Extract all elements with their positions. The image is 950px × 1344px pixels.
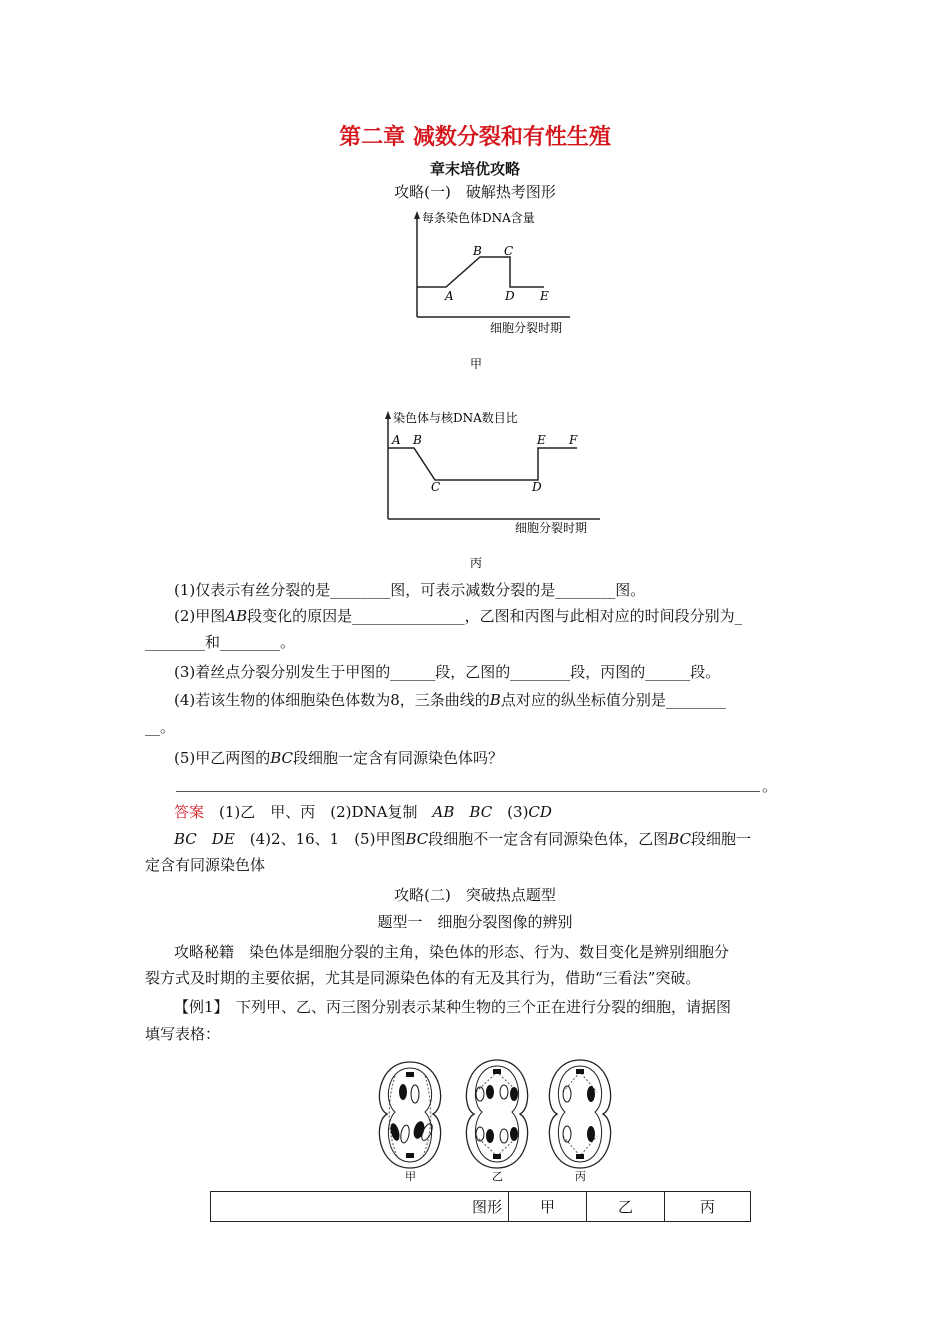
graph-bing-point-b: B bbox=[413, 433, 422, 447]
question-5: (5)甲乙两图的BC段细胞一定含有同源染色体吗？ bbox=[174, 749, 504, 767]
cell-bing bbox=[549, 1060, 610, 1168]
cell-figures bbox=[365, 1052, 625, 1182]
graph-jia-point-d: D bbox=[505, 289, 515, 303]
section-subtitle: 章末培优攻略 bbox=[429, 160, 520, 178]
question-4-line2: __。 bbox=[145, 718, 176, 736]
cell-yi bbox=[466, 1060, 527, 1168]
answer-line bbox=[176, 791, 760, 792]
table-header-jia: 甲 bbox=[509, 1192, 587, 1222]
strategy-one-heading: 攻略(一) 破解热考图形 bbox=[394, 183, 556, 201]
graph-bing-xlabel: 细胞分裂时期 bbox=[515, 521, 588, 535]
graph-bing-point-d: D bbox=[532, 480, 542, 494]
graph-bing-curve bbox=[388, 448, 577, 480]
cell-jia bbox=[379, 1062, 440, 1168]
question-1: (1)仅表示有丝分裂的是________图，可表示减数分裂的是________图。 bbox=[174, 581, 646, 599]
question-4-line1: (4)若该生物的体细胞染色体数为8，三条曲线的B点对应的纵坐标值分别是________ bbox=[174, 691, 726, 709]
graph-bing-ylabel: 染色体与核DNA数目比 bbox=[393, 411, 518, 425]
question-2-line1: (2)甲图AB段变化的原因是_______________，乙图和丙图与此相对应的时间段分别为_ bbox=[174, 607, 743, 625]
cell-label-yi: 乙 bbox=[492, 1170, 503, 1182]
answer-label: 答案 bbox=[174, 803, 205, 821]
table-header-figure: 图形 bbox=[211, 1192, 509, 1222]
answer-line-1: 答案 (1)乙 甲、丙 (2)DNA复制 AB BC (3)CD bbox=[174, 803, 552, 821]
tips-line-1: 攻略秘籍 染色体是细胞分裂的主角，染色体的形态、行为、数目变化是辨别细胞分 bbox=[174, 943, 730, 961]
chapter-title: 第二章 减数分裂和有性生殖 bbox=[339, 124, 611, 150]
table-header-bing: 丙 bbox=[665, 1192, 751, 1222]
cell-label-jia: 甲 bbox=[405, 1170, 416, 1182]
type-one-heading: 题型一 细胞分裂图像的辨别 bbox=[377, 913, 573, 931]
graph-jia-ylabel: 每条染色体DNA含量 bbox=[422, 211, 535, 225]
answer-line-period: 。 bbox=[762, 777, 778, 795]
graph-bing-point-c: C bbox=[431, 480, 441, 494]
question-3: (3)着丝点分裂分别发生于甲图的______段，乙图的________段，丙图的______段。 bbox=[174, 663, 721, 681]
question-2-line2: ________和________。 bbox=[145, 633, 296, 651]
graph-jia-point-e: E bbox=[540, 289, 549, 303]
graph-jia-point-a: A bbox=[445, 289, 454, 303]
graph-bing-point-f: F bbox=[569, 433, 578, 447]
example-1-line-2: 填写表格： bbox=[145, 1025, 221, 1043]
graph-jia-curve bbox=[417, 257, 544, 287]
graph-jia bbox=[400, 205, 590, 370]
answer-table bbox=[210, 1191, 751, 1222]
answer-line-2: BC DE (4)2、16、1 (5)甲图BC段细胞不一定含有同源染色体，乙图BC段细胞一 bbox=[174, 830, 752, 848]
graph-jia-caption: 甲 bbox=[470, 357, 483, 370]
answer-line-3: 定含有同源染色体 bbox=[145, 856, 266, 874]
graph-jia-y-arrow bbox=[414, 211, 420, 219]
graph-bing-point-a: A bbox=[392, 433, 401, 447]
cell-label-bing: 丙 bbox=[575, 1170, 586, 1182]
graph-bing bbox=[375, 405, 605, 570]
table-header-yi: 乙 bbox=[587, 1192, 665, 1222]
example-1-line-1: 【例1】 下列甲、乙、丙三图分别表示某种生物的三个正在进行分裂的细胞，请据图 bbox=[174, 998, 732, 1016]
graph-jia-xlabel: 细胞分裂时期 bbox=[490, 321, 563, 335]
graph-jia-point-c: C bbox=[504, 244, 514, 258]
graph-bing-caption: 丙 bbox=[470, 556, 483, 570]
graph-bing-y-arrow bbox=[385, 411, 391, 419]
graph-bing-point-e: E bbox=[537, 433, 546, 447]
graph-jia-point-b: B bbox=[473, 244, 482, 258]
table-row bbox=[211, 1192, 751, 1222]
strategy-two-heading: 攻略(二) 突破热点题型 bbox=[394, 886, 556, 904]
tips-line-2: 裂方式及时期的主要依据，尤其是同源染色体的有无及其行为，借助“三看法”突破。 bbox=[145, 969, 701, 987]
